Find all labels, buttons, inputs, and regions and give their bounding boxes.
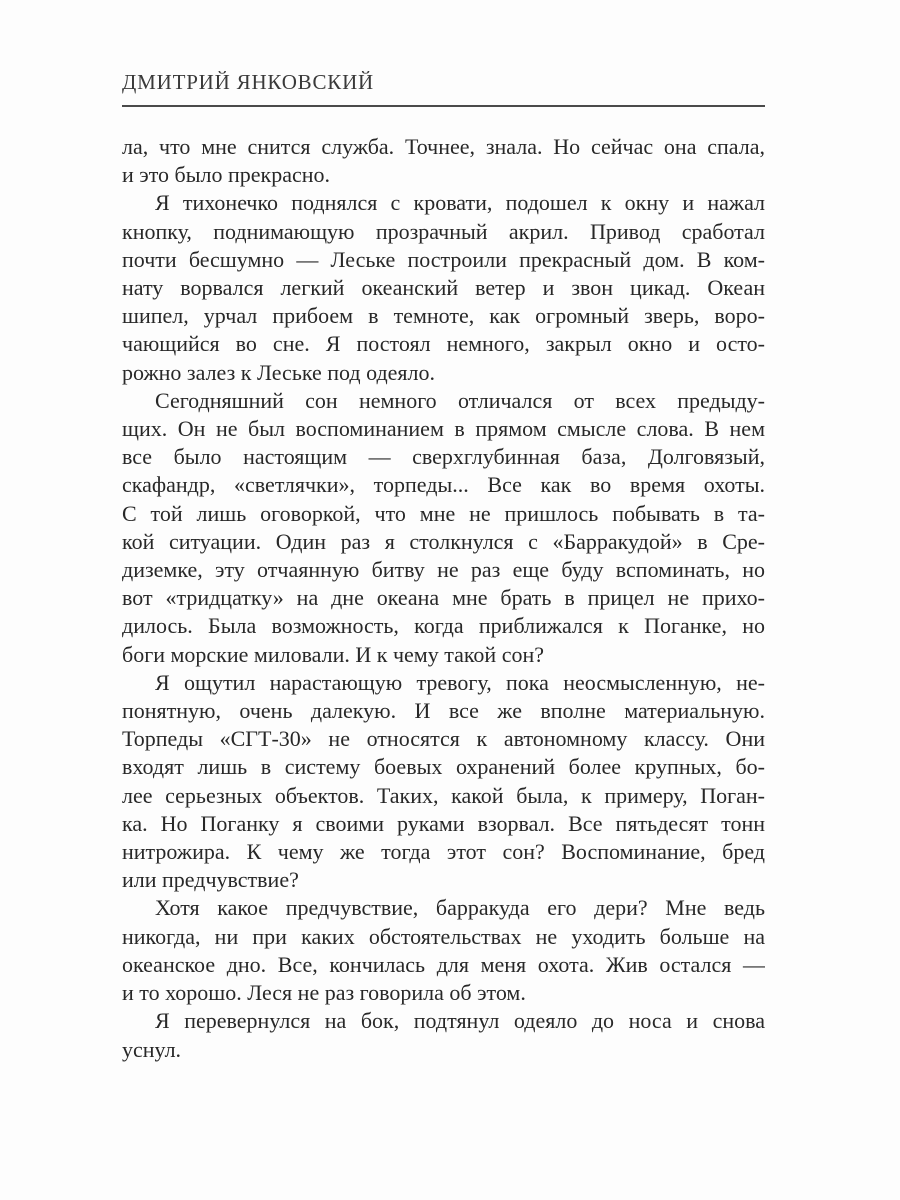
text-line: нитрожира. К чему же тогда этот сон? Воспоминание, бред	[122, 839, 765, 865]
text-line: боги морские миловали. И к чему такой сон?	[122, 641, 545, 667]
text-line: уснул.	[122, 1036, 182, 1062]
text-line: кнопку, поднимающую прозрачный акрил. Привод сработал	[122, 218, 765, 244]
text-line: лее серьезных объектов. Таких, какой была, к примеру, Поган-	[122, 782, 765, 808]
paragraph	[122, 387, 765, 669]
text-line: никогда, ни при каких обстоятельствах не уходить больше на	[122, 923, 765, 949]
text-line: океанское дно. Все, кончилась для меня охота. Жив остался —	[122, 951, 765, 977]
text-line: Торпеды «СГТ-30» не относятся к автономному классу. Они	[122, 726, 765, 752]
header-rule	[122, 105, 765, 107]
text-line: Хотя какое предчувствие, барракуда его дери? Мне ведь	[155, 895, 765, 921]
running-header: ДМИТРИЙ ЯНКОВСКИЙ	[122, 70, 375, 94]
text-line: Я тихонечко поднялся с кровати, подошел к окну и нажал	[155, 190, 765, 216]
paragraph	[122, 1007, 765, 1063]
text-line: вот «тридцатку» на дне океана мне брать в прицел не прихо-	[122, 585, 765, 611]
paragraph	[122, 669, 765, 895]
page-content	[122, 70, 765, 1064]
text-line: ла, что мне снится служба. Точнее, знала. Но сейчас она спала,	[122, 134, 765, 159]
text-line: щих. Он не был воспоминанием в прямом смысле слова. В нем	[122, 416, 765, 442]
text-line: шипел, урчал прибоем в темноте, как огромный зверь, воро-	[122, 303, 765, 329]
text-line: Я ощутил нарастающую тревогу, пока неосмысленную, не-	[155, 669, 765, 695]
body-text	[122, 133, 765, 1064]
text-line: кой ситуации. Один раз я столкнулся с «Барракудой» в Сре-	[122, 528, 765, 554]
text-line: понятную, очень далекую. И все же вполне материальную.	[122, 698, 765, 724]
text-line: Я перевернулся на бок, подтянул одеяло до носа и снова	[155, 1008, 765, 1034]
text-line: входят лишь в систему боевых охранений более крупных, бо-	[122, 754, 765, 780]
text-line: диземке, эту отчаянную битву не раз еще буду вспоминать, но	[122, 557, 765, 583]
paragraph	[122, 189, 765, 386]
text-line: все было настоящим — сверхглубинная база, Долговязый,	[122, 444, 765, 470]
text-line: Сегодняшний сон немного отличался от всех предыду-	[155, 387, 765, 413]
text-line: или предчувствие?	[122, 867, 299, 893]
text-line: почти бесшумно — Леське построили прекрасный дом. В ком-	[122, 246, 765, 272]
text-line: С той лишь оговоркой, что мне не пришлось побывать в та-	[122, 500, 765, 526]
text-line: ка. Но Поганку я своими руками взорвал. Все пятьдесят тонн	[122, 810, 765, 836]
text-line: чающийся во сне. Я постоял немного, закрыл окно и осто-	[122, 331, 765, 357]
text-line: рожно залез к Леське под одеяло.	[122, 359, 436, 385]
text-line: скафандр, «светлячки», торпеды... Все как во время охоты.	[122, 472, 765, 498]
paragraph	[122, 894, 765, 1007]
text-line: нату ворвался легкий океанский ветер и звон цикад. Океан	[122, 275, 765, 301]
text-line: дилось. Была возможность, когда приближался к Поганке, но	[122, 613, 765, 639]
text-line: и это было прекрасно.	[122, 162, 331, 188]
paragraph	[122, 133, 765, 189]
text-line: и то хорошо. Леся не раз говорила об этом.	[122, 980, 526, 1006]
